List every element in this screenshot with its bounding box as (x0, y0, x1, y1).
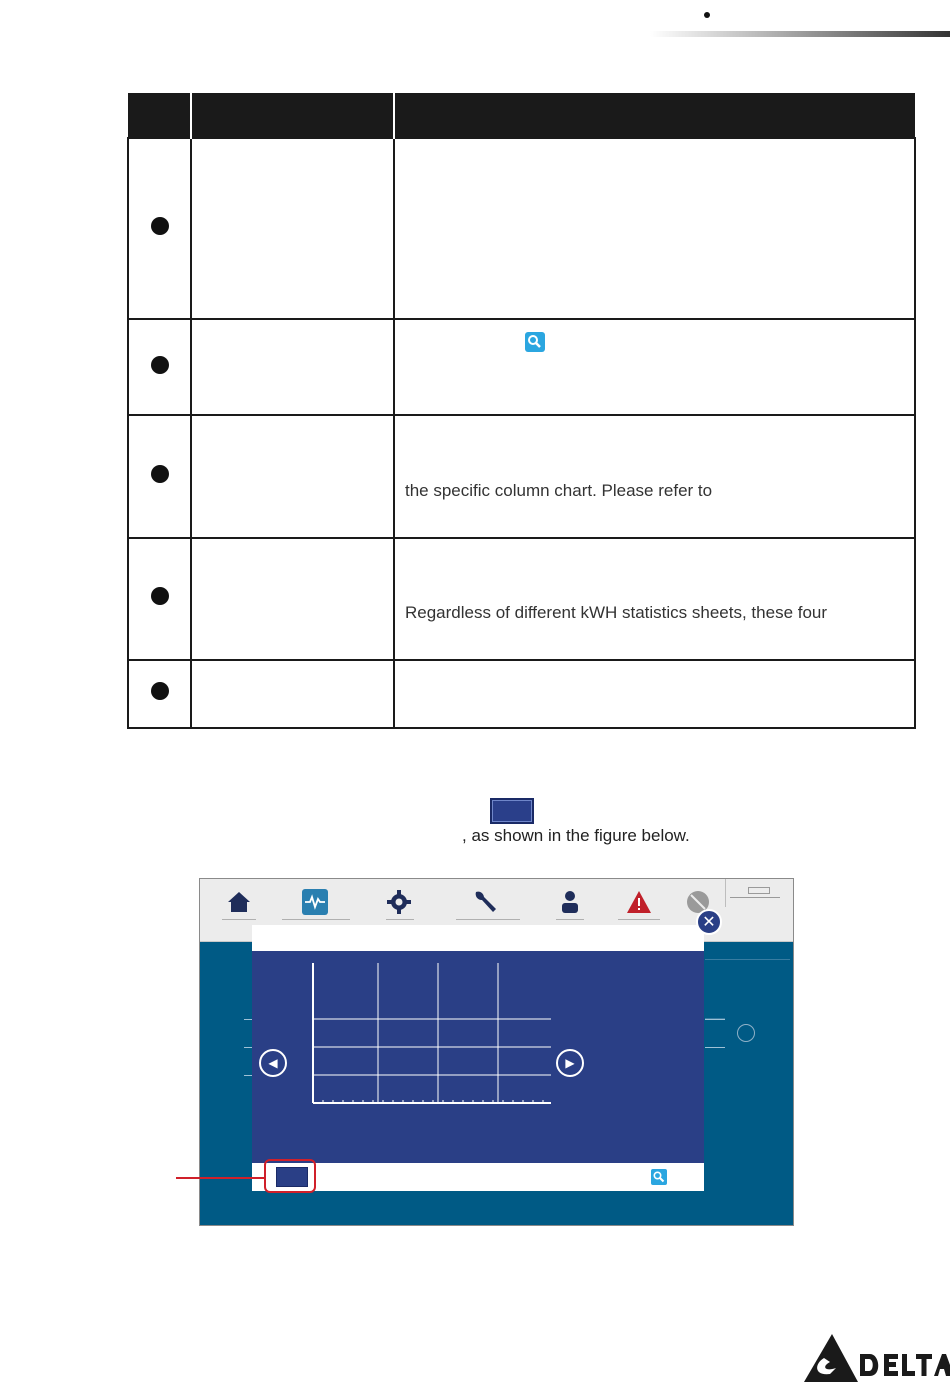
bullet-icon (151, 682, 169, 700)
figure-caption: , as shown in the figure below. (462, 826, 690, 845)
row-item (191, 319, 394, 415)
table-row (128, 660, 915, 728)
gear-icon[interactable] (386, 889, 412, 915)
header-description (394, 93, 915, 138)
bullet-icon (151, 356, 169, 374)
bullet-icon (151, 587, 169, 605)
next-button[interactable] (556, 1049, 584, 1077)
wrench-icon[interactable] (472, 889, 498, 915)
kwh-column-chart (308, 963, 553, 1108)
row-description (394, 319, 915, 415)
row-number (128, 660, 191, 728)
search-icon[interactable] (651, 1169, 667, 1185)
close-icon: ✕ (702, 914, 716, 931)
row-item (191, 660, 394, 728)
row-description: the specific column chart. Please refer to (394, 415, 915, 537)
alarm-icon[interactable] (626, 889, 652, 915)
chevron-right-icon: ▶ (565, 1056, 575, 1070)
table-row (128, 319, 915, 415)
user-icon[interactable] (557, 889, 583, 915)
search-icon (525, 332, 545, 352)
home-icon[interactable] (226, 889, 252, 915)
row-number (128, 138, 191, 319)
delta-logo (800, 1332, 950, 1385)
bullet-icon (151, 465, 169, 483)
header-dot (704, 12, 710, 18)
highlight-box (264, 1159, 316, 1193)
close-button[interactable] (696, 909, 722, 935)
chevron-left-icon: ◀ (268, 1056, 278, 1070)
row-description: Regardless of different kWH statistics sheets, these four (394, 538, 915, 660)
row-item (191, 138, 394, 319)
status-indicator (748, 887, 770, 894)
row-item (191, 538, 394, 660)
popup-footer-bar (252, 1163, 704, 1191)
previous-button[interactable] (259, 1049, 287, 1077)
callout-line (176, 1177, 264, 1179)
header-item (191, 93, 394, 138)
bullet-icon (151, 217, 169, 235)
header-rule (650, 31, 950, 37)
row-number (128, 415, 191, 537)
header-no (128, 93, 191, 138)
table-row (128, 538, 915, 660)
row-description (394, 138, 915, 319)
popup-title-bar (252, 925, 704, 951)
inline-button-graphic (490, 798, 534, 824)
row-description (394, 660, 915, 728)
table-row (128, 138, 915, 319)
table-row (128, 415, 915, 537)
search-icon[interactable] (737, 1024, 755, 1042)
wave-icon[interactable] (302, 889, 328, 915)
description-table (127, 93, 916, 729)
row-number (128, 538, 191, 660)
row-item (191, 415, 394, 537)
row-number (128, 319, 191, 415)
